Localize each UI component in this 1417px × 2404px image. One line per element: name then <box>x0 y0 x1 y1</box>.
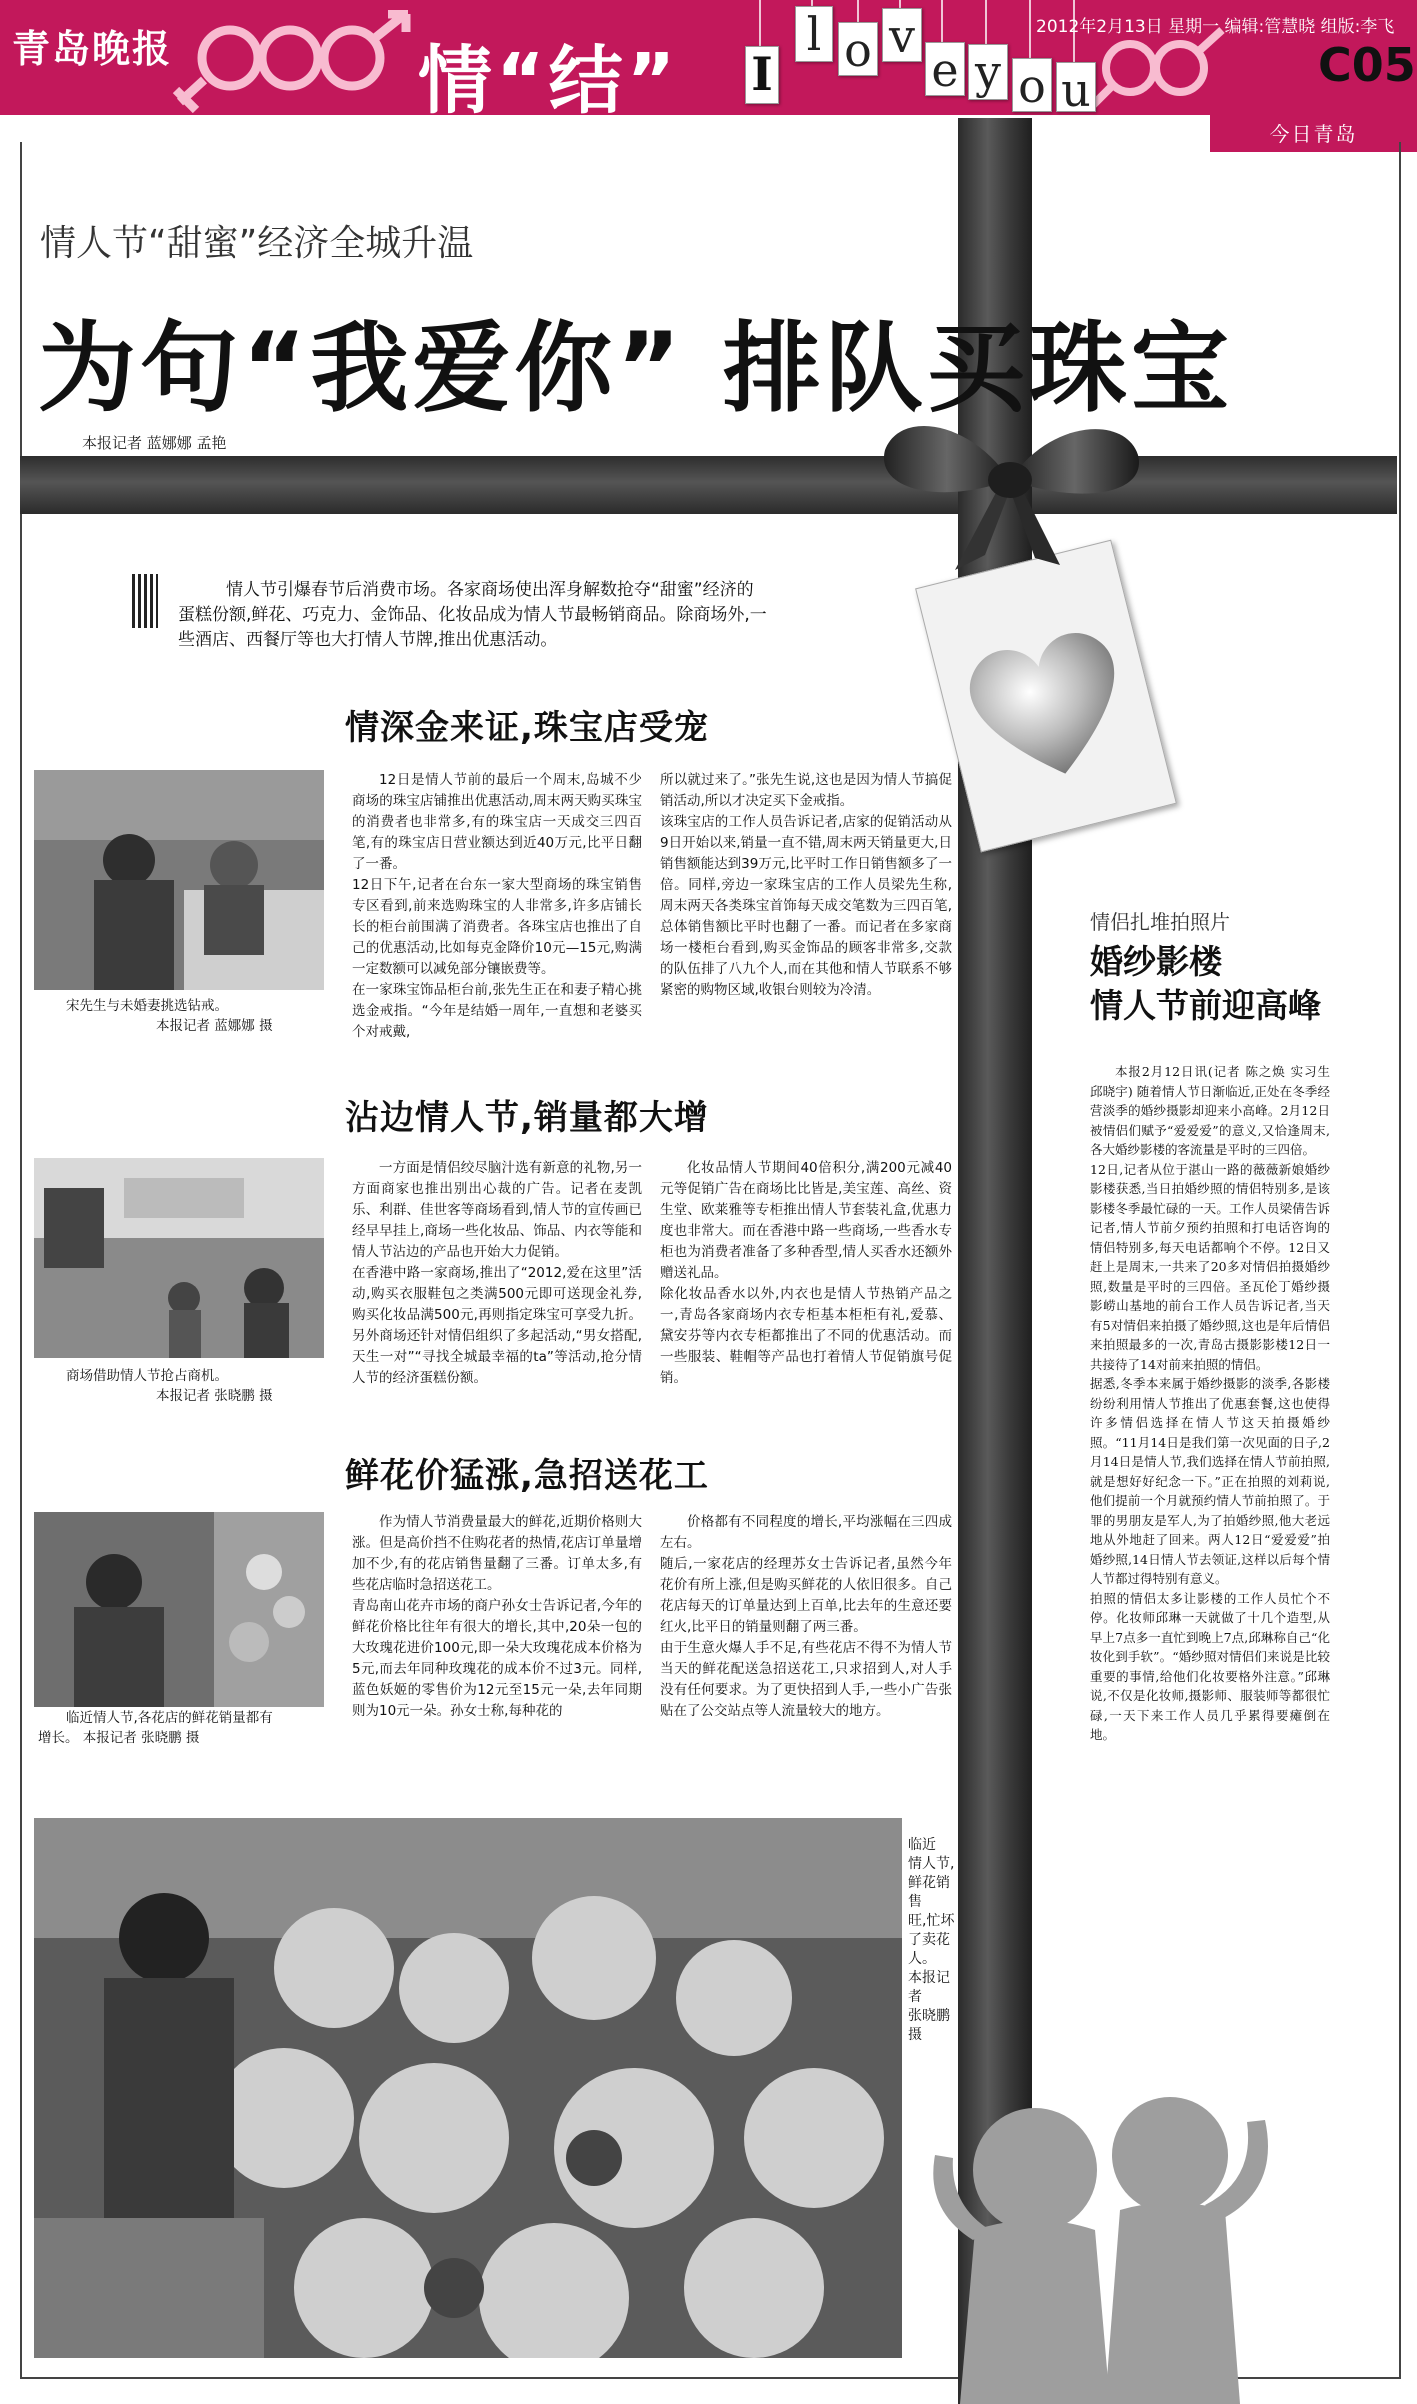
main-kicker: 情人节“甜蜜”经济全城升温 <box>40 223 474 264</box>
love-card-6: y <box>968 44 1008 100</box>
section2-caption <box>66 1366 336 1406</box>
love-card-4: v <box>882 8 922 62</box>
section1-subhead: 情深金来证,珠宝店受宠 <box>345 708 709 748</box>
side-body: 本报2月12日讯(记者 陈之焕 实习生 邱晓宇) 随着情人节日渐临近,正处在冬季经营淡季的婚纱摄影却迎来小高峰。2月12日被情侣们赋予“爱爱爱”的意义,又恰逢周末,各大婚纱影楼的客流量是平时的三四倍。 12日,记者从位于湛山一路的薇薇新娘婚纱影楼获悉,当日拍婚纱照的情侣特别多,是该影楼冬季最忙碌的一天。工作人员梁倩告诉记者,情人节前夕预约拍照和打电话咨询的情侣特别多,每天电话都响个不停。12日又赶上是周末,一共来了20多对情侣拍摄婚纱照,数量是平时的三四倍。圣瓦伦丁婚纱摄影崂山基地的前台工作人员告诉记者,当天有5对情侣来拍摄了婚纱照,这也是年后情侣来拍照最多的一次,青岛古摄影影楼12日一共接待了14对前来拍照的情侣。 据悉,冬季本来属于婚纱摄影的淡季,各影楼纷纷利用情人节推出了优惠套餐,这也使得许多情侣选择在情人节这天拍摄婚纱照。“11月14日是我们第一次见面的日子,2月14日是情人节,我们选择在情人节前拍照,就是想好好纪念一下。”正在拍照的刘莉说,他们提前一个月就预约情人节前拍照了。于罪的男朋友是军人,为了拍婚纱照,他大老远地从外地赶了回来。两人12日“爱爱爱”拍婚纱照,14日情人节去领证,这样以后每个情人节都过得特别有意义。 拍照的情侣太多让影楼的工作人员忙个不停。化妆师邱琳一天就做了十几个造型,从早上7点多一直忙到晚上7点,邱琳称自己“化妆化到手软”。“婚纱照对情侣们来说是比较重要的事情,给他们化妆要格外注意。”邱琳说,不仅是化妆师,摄影师、服装师等都很忙碌,一天下来工作人员几乎累得要瘫倒在地。 <box>1090 1064 1330 1742</box>
photo-credit: 本报记者 张晓鹏 摄 <box>156 1388 273 1404</box>
caption-line: 人。 <box>908 1951 936 1967</box>
love-card-7: o <box>1012 58 1052 112</box>
section1-caption <box>66 996 336 1036</box>
love-card-1: I <box>745 46 779 104</box>
side-title <box>1090 940 1321 1028</box>
love-card-5: e <box>925 42 965 96</box>
caption-line: 旺,忙坏 <box>908 1913 955 1929</box>
love-card-3: o <box>838 22 878 76</box>
section3-caption <box>38 1708 333 1748</box>
lead-line: 蛋糕份额,鲜花、巧克力、金饰品、化妆品成为情人节最畅销商品。除商场外,一 <box>178 605 767 625</box>
caption-line: 情人节, <box>908 1856 955 1872</box>
flower-market-photo <box>34 1818 902 2358</box>
jewelry-photo <box>34 770 324 990</box>
lead-marker-icon <box>132 574 158 628</box>
section1-col1: 12日是情人节前的最后一个周末,岛城不少商场的珠宝店铺推出优惠活动,周末两天购买珠宝的消费者也非常多,有的珠宝店一天成交三四百笔,有的珠宝店日营业额达到近40万元,比平日翻了一番。 12日下午,记者在台东一家大型商场的珠宝销售专区看到,前来选购珠宝的人非常多,许多店铺长长的柜台前围满了消费者。各珠宝店也推出了自己的优惠活动,比如每克金降价10元—15元,购满一定数额可以减免部分镶嵌费等。 在一家珠宝饰品柜台前,张先生正在和妻子精心挑选金戒指。“今年是结婚一周年,一直想和老婆买个对戒戴, <box>352 772 642 1040</box>
page-number: C05 <box>1318 38 1416 92</box>
section2-col2: 化妆品情人节期间40倍积分,满200元减40元等促销广告在商场比比皆是,美宝莲、高丝、资生堂、欧莱雅等专柜推出情人节套装礼盒,优惠力度也非常大。而在香港中路一些商场,一些香水专柜也为消费者准备了多种香型,情人买香水还额外赠送礼品。 除化妆品香水以外,内衣也是情人节热销产品之一,青岛各家商场内衣专柜基本柜柜有礼,爱慕、黛安芬等内衣专柜都推出了不同的优惠活动。而一些服装、鞋帽等产品也打着情人节促销旗号促销。 <box>660 1160 952 1386</box>
section3-col2: 价格都有不同程度的增长,平均涨幅在三四成左右。 随后,一家花店的经理苏女士告诉记者,虽然今年花价有所上涨,但是购买鲜花的人依旧很多。自己花店每天的订单量达到上百单,比去年的生意还要红火,比平日的销量则翻了两三番。 由于生意火爆人手不足,有些花店不得不为情人节当天的鲜花配送急招送花工,只求招到人,对人手没有任何要求。为了更快招到人手,一些小广告张贴在了公交站点等人流量较大的地方。 <box>660 1514 952 1719</box>
caption-line: 宋先生与未婚妻挑选钻戒。 <box>66 998 228 1014</box>
column-title: 情“结” <box>418 38 680 124</box>
caption-line: 商场借助情人节抢占商机。 <box>66 1368 228 1384</box>
children-silhouette-icon <box>905 2060 1305 2404</box>
lead-line: 情人节引爆春节后消费市场。各家商场使出浑身解数抢夺“甜蜜”经济的 <box>226 580 754 600</box>
side-title-line: 婚纱影楼 <box>1090 942 1222 981</box>
lead-paragraph <box>178 578 938 653</box>
section2-col1: 一方面是情侣绞尽脑汁选有新意的礼物,另一方面商家也推出别出心裁的广告。记者在麦凯乐、利群、佳世客等商场看到,情人节的宣传画已经早早挂上,商场一些化妆品、饰品、内衣等能和情人节沾边的产品也开始大力促销。 在香港中路一家商场,推出了“2012,爱在这里”活动,购买衣服鞋包之类满500元即可送现金礼券,购买化妆品满500元,再则指定珠宝可享受九折。另外商场还针对情侣组织了多起活动,“男女搭配,天生一对”“寻找全城最幸福的ta”等活动,抢分情人节的经济蛋糕份额。 <box>352 1160 642 1386</box>
gender-symbols-icon <box>170 10 430 115</box>
caption-line: 鲜花销售 <box>908 1875 950 1910</box>
issue-meta: 2012年2月13日 星期一 编辑:管慧晓 组版:李飞 <box>1036 17 1395 37</box>
main-byline: 本报记者 蓝娜娜 孟艳 <box>82 434 227 452</box>
side-kicker: 情侣扎堆拍照片 <box>1090 910 1230 934</box>
main-headline: 为句“我爱你” 排队买珠宝 <box>38 312 1233 426</box>
paper-name: 青岛晚报 <box>12 26 173 71</box>
section3-col1: 作为情人节消费量最大的鲜花,近期价格则大涨。但是高价挡不住购花者的热情,花店订单量增加不少,有的花店销售量翻了三番。订单太多,有些花店临时急招送花工。 青岛南山花卉市场的商户孙女士告诉记者,今年的鲜花价格比往年有很大的增长,其中,20朵一包的大玫瑰花进价100元,即一朵大玫瑰花成本价格为5元,而去年同种玫瑰花的成本价不过3元。同样,蓝色妖姬的零售价为12元至15元一朵,去年同期则为10元一朵。孙女士称,每种花的 <box>352 1514 642 1719</box>
masthead-banner <box>0 0 1417 124</box>
photo-credit: 摄 <box>908 2027 922 2043</box>
lead-line: 些酒店、西餐厅等也大打情人节牌,推出优惠活动。 <box>178 630 558 650</box>
side-title-line: 情人节前迎高峰 <box>1090 986 1321 1025</box>
photo-credit: 本报记者 蓝娜娜 摄 <box>156 1018 273 1034</box>
big-photo-caption <box>908 1836 956 2045</box>
section2-subhead: 沾边情人节,销量都大增 <box>345 1098 709 1138</box>
caption-line: 了卖花 <box>908 1932 950 1948</box>
ribbon-horizontal <box>20 456 1397 514</box>
section-tab: 今日青岛 <box>1210 112 1417 152</box>
section1-col2: 所以就过来了。”张先生说,这也是因为情人节搞促销活动,所以才决定买下金戒指。 该珠宝店的工作人员告诉记者,店家的促销活动从9日开始以来,销量一直不错,周末两天销量更大,日销售额能达到39万元,比平时工作日销售额多了一倍。同样,旁边一家珠宝店的工作人员梁先生称,周末两天各类珠宝首饰每天成交笔数为三四百笔,总体销售额比平时也翻了一番。而记者在多家商场一楼柜台看到,购买金饰品的顾客非常多,交款的队伍排了八九个人,而在其他和情人节联系不够紧密的购物区域,收银台则较为冷清。 <box>660 772 952 998</box>
caption-line: 增长。 本报记者 张晓鹏 摄 <box>38 1730 200 1746</box>
love-card-2: l <box>795 6 833 62</box>
photo-credit: 张晓鹏 <box>908 2008 950 2024</box>
section3-subhead: 鲜花价猛涨,急招送花工 <box>345 1456 709 1496</box>
mall-photo <box>34 1158 324 1358</box>
photo-credit: 本报记者 <box>908 1970 950 2005</box>
caption-line: 临近 <box>908 1837 936 1853</box>
love-card-8: u <box>1056 62 1096 112</box>
flower-shop-photo <box>34 1512 324 1707</box>
caption-line: 临近情人节,各花店的鲜花销量都有 <box>66 1710 273 1726</box>
